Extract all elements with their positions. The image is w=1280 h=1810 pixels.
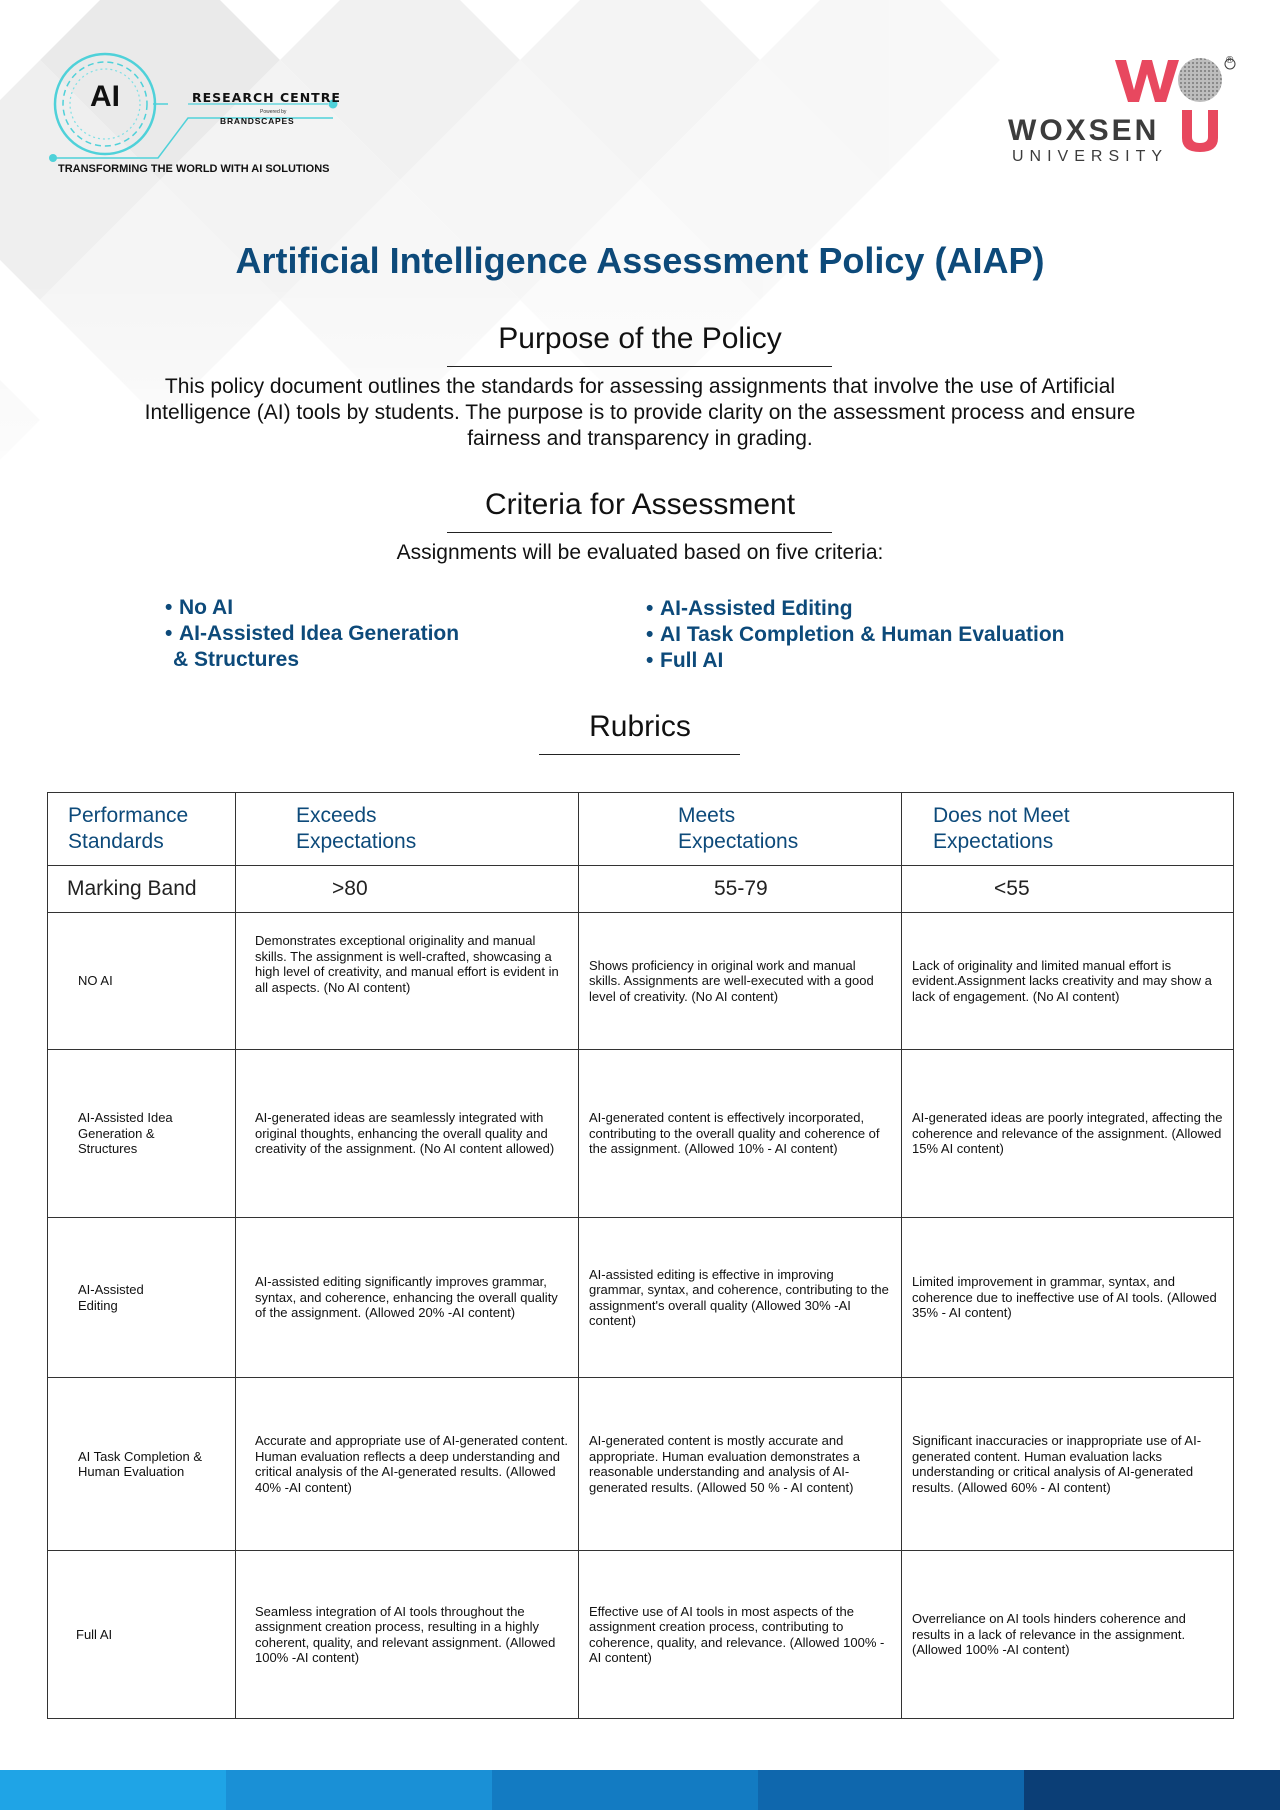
row-label: NO AI	[48, 913, 236, 1050]
rubric-cell-meets: AI-generated content is effectively incorporated, contributing to the overall quality and coherence of the assignment. (Allowed 10% - AI content)	[579, 1050, 902, 1218]
purpose-heading: Purpose of the Policy	[498, 322, 782, 355]
rubric-cell-exceeds: Accurate and appropriate use of AI-generated content. Human evaluation reflects a deep understanding and critical analysis of the AI-generated results. (Allowed 40% -AI content)	[236, 1378, 579, 1551]
rubric-cell-does-not-meet: Significant inaccuracies or inappropriate use of AI-generated content. Human evaluation lacks understanding or critical analysis of AI-generated results. (Allowed 60% - AI content)	[902, 1378, 1234, 1551]
rubric-cell-meets: AI-assisted editing is effective in improving grammar, syntax, and coherence, contributing to the assignment's overall quality (Allowed 30% -AI content)	[579, 1218, 902, 1378]
ai-monogram: AI	[90, 80, 120, 113]
research-centre-tagline: TRANSFORMING THE WORLD WITH AI SOLUTIONS	[58, 163, 330, 175]
meets-expectations-header: Meets Expectations	[579, 793, 902, 866]
marking-band-exceeds: >80	[236, 866, 579, 913]
criteria-item-continued	[165, 647, 459, 673]
criteria-item: • No AI	[165, 595, 459, 621]
purpose-text: This policy document outlines the standards for assessing assignments that involve the use of Artificial Intelligence (AI) tools by students. The purpose is to provide clarity on the assessment process and ensure fairness and transparency in grading.	[144, 375, 1136, 450]
rubrics-heading: Rubrics	[589, 710, 691, 743]
criteria-list-left	[165, 595, 459, 673]
footer-color-bar	[0, 1770, 1280, 1810]
rubric-cell-does-not-meet: Lack of originality and limited manual effort is evident.Assignment lacks creativity and may show a lack of engagement. (No AI content)	[902, 913, 1234, 1050]
rubric-table	[47, 792, 1234, 1719]
university-name: WOXSEN	[1008, 114, 1160, 147]
rubric-cell-exceeds: Demonstrates exceptional originality and manual skills. The assignment is well-crafted, showcasing a high level of creativity, and manual effort is evident in all aspects. (No AI content)	[236, 913, 579, 1050]
ai-circuit-ring-icon	[48, 50, 348, 180]
exceeds-expectations-header: Exceeds Expectations	[236, 793, 579, 866]
purpose-heading-rule	[447, 366, 832, 367]
rubric-cell-does-not-meet: AI-generated ideas are poorly integrated, affecting the coherence and relevance of the assignment. (Allowed 15% AI content)	[902, 1050, 1234, 1218]
criteria-item: • Full AI	[646, 648, 1065, 674]
performance-standards-header: Performance Standards	[48, 793, 236, 866]
table-row	[48, 913, 1234, 1050]
criteria-list-right	[646, 596, 1065, 674]
row-label: Full AI	[48, 1551, 236, 1719]
table-row	[48, 1218, 1234, 1378]
brandscapes-label: BRANDSCAPES	[220, 116, 295, 126]
rubric-cell-exceeds: AI-assisted editing significantly improves grammar, syntax, and coherence, enhancing the overall quality of the assignment. (Allowed 20% -AI content)	[236, 1218, 579, 1378]
row-label: AI-Assisted Editing	[48, 1218, 236, 1378]
registered-mark: ®	[1226, 55, 1234, 66]
table-row	[48, 1050, 1234, 1218]
research-centre-logo	[48, 50, 348, 180]
criteria-item: • AI Task Completion & Human Evaluation	[646, 622, 1065, 648]
rubric-cell-does-not-meet: Limited improvement in grammar, syntax, and coherence due to ineffective use of AI tools. (Allowed 35% - AI content)	[902, 1218, 1234, 1378]
criteria-item: • AI-Assisted Idea Generation	[165, 621, 459, 647]
rubric-cell-meets: Shows proficiency in original work and manual skills. Assignments are well-executed with a good level of creativity. (No AI content)	[579, 913, 902, 1050]
criteria-item: • AI-Assisted Editing	[646, 596, 1065, 622]
footer-segment	[226, 1770, 492, 1810]
rubric-cell-meets: AI-generated content is mostly accurate and appropriate. Human evaluation demonstrates a reasonable understanding and analysis of AI-generated results. (Allowed 50 % - AI content)	[579, 1378, 902, 1551]
criteria-heading: Criteria for Assessment	[484, 488, 796, 521]
marking-band-does-not-meet: <55	[902, 866, 1234, 913]
rubric-cell-meets: Effective use of AI tools in most aspects of the assignment creation process, contributing to coherence, quality, and relevance. (Allowed 100% -AI content)	[579, 1551, 902, 1719]
rubric-cell-exceeds: AI-generated ideas are seamlessly integrated with original thoughts, enhancing the overall quality and creativity of the assignment. (No AI content allowed)	[236, 1050, 579, 1218]
marking-band-row	[48, 866, 1234, 913]
rubric-cell-does-not-meet: Overreliance on AI tools hinders coherence and results in a lack of relevance in the assignment. (Allowed 100% -AI content)	[902, 1551, 1234, 1719]
table-row	[48, 1551, 1234, 1719]
university-subtitle: UNIVERSITY	[1012, 148, 1169, 165]
criteria-item-continuation: & Structures	[173, 648, 300, 671]
does-not-meet-header: Does not Meet Expectations	[902, 793, 1234, 866]
rubric-cell-exceeds: Seamless integration of AI tools throughout the assignment creation process, resulting in a highly coherent, quality, and relevant assignment. (Allowed 100% -AI content)	[236, 1551, 579, 1719]
powered-by-label: Powered by	[260, 109, 287, 115]
footer-segment	[492, 1770, 758, 1810]
marking-band-label: Marking Band	[48, 866, 236, 913]
research-centre-title: RESEARCH CENTRE	[192, 90, 341, 105]
page-title: Artificial Intelligence Assessment Policy (AIAP)	[235, 240, 1045, 281]
footer-segment	[758, 1770, 1024, 1810]
table-header-row	[48, 793, 1234, 866]
row-label: AI-Assisted Idea Generation & Structures	[48, 1050, 236, 1218]
footer-segment	[1024, 1770, 1280, 1810]
marking-band-meets: 55-79	[579, 866, 902, 913]
woxsen-university-logo	[1000, 54, 1250, 174]
criteria-intro: Assignments will be evaluated based on five criteria:	[396, 541, 884, 564]
table-row	[48, 1378, 1234, 1551]
row-label: AI Task Completion & Human Evaluation	[48, 1378, 236, 1551]
rubrics-heading-rule	[539, 754, 740, 755]
footer-segment	[0, 1770, 226, 1810]
criteria-heading-rule	[447, 532, 832, 533]
